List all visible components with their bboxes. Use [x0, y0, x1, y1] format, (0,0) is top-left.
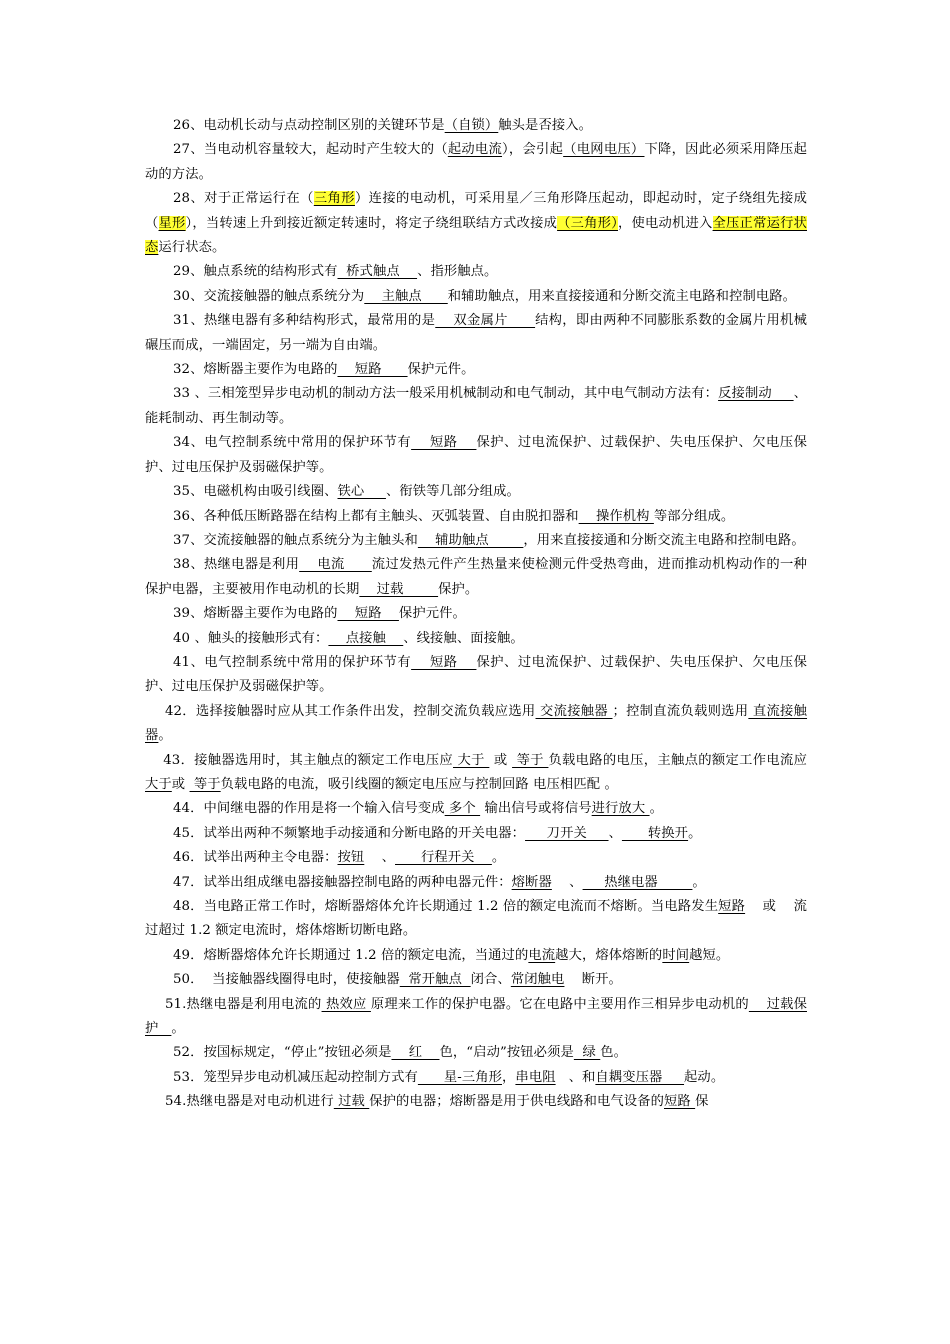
question-text: 。	[158, 728, 172, 744]
question-text: 42．选择接触器时应从其工作条件出发，控制交流负载应选用	[165, 703, 536, 719]
question-text: 。	[692, 874, 706, 890]
question-q48	[145, 895, 807, 944]
question-q52	[145, 1041, 807, 1065]
question-q26	[145, 114, 807, 138]
question-text: ，	[502, 1069, 516, 1085]
question-text: 29、触点系统的结构形式有	[173, 264, 338, 280]
question-text: 保护。	[438, 581, 479, 597]
answer-blank: 按钮	[337, 850, 365, 866]
answer-blank: 常开触点	[399, 972, 471, 988]
question-text: 保护、过电流保护、过载保护、失电压保护、欠电压保护、过电压保护及弱磁保护等。	[145, 654, 807, 695]
question-text: ，使电动机进入	[617, 215, 713, 231]
question-text: 色。	[600, 1045, 628, 1061]
question-q31	[145, 309, 807, 358]
question-text: 31、热继电器有多种结构形式，最常用的是	[173, 313, 436, 329]
answer-blank: 交流接触器	[535, 703, 613, 719]
answer-blank: 过载	[333, 1094, 370, 1110]
answer-blank: 熔断器	[511, 874, 552, 890]
question-q38	[145, 553, 807, 602]
answer-blank: 星-三角形	[417, 1069, 503, 1085]
answer-blank: 短路	[718, 899, 746, 914]
question-text: 。	[649, 801, 663, 817]
question-q40	[145, 627, 807, 651]
question-text: 。	[171, 1021, 185, 1037]
question-text: 闭合、	[470, 972, 511, 988]
question-text: 。	[491, 850, 506, 866]
question-text: 或	[171, 776, 190, 792]
answer-blank: （电网电压）	[563, 142, 645, 158]
question-q35	[145, 480, 807, 504]
question-text: 47．试举出组成继电器接触器控制电路的两种电器元件：	[173, 874, 512, 890]
answer-blank: 行程开关	[395, 850, 492, 866]
question-q50	[145, 968, 807, 992]
question-q42	[145, 700, 807, 749]
question-q53	[145, 1066, 807, 1090]
question-text: 54.热继电器是对电动机进行	[165, 1094, 334, 1110]
answer-blank: 红	[391, 1045, 440, 1061]
question-text: 输出信号或将信号	[480, 801, 592, 817]
question-text: ），会引起	[502, 142, 564, 158]
question-text: 39、熔断器主要作为电路的	[173, 606, 338, 622]
answer-blank: 时间	[662, 947, 690, 963]
question-text: 越大，熔体熔断的	[555, 947, 663, 963]
answer-blank: 反接制动	[718, 386, 794, 402]
question-text: 流过发热元件产生热量来使检测元件受热弯曲，进而推动机构动作的一种保护电器，主要被用作电动机的长期	[145, 557, 808, 597]
answer-blank: 电流	[528, 947, 556, 963]
question-q33	[145, 382, 807, 431]
question-q47	[145, 871, 807, 895]
answer-blank: 绿	[573, 1045, 601, 1061]
question-text: 和辅助触点，用来直接接通和分断交流主电路和控制电路。	[447, 288, 797, 304]
question-q46	[145, 846, 807, 870]
answer-blank: 短路	[337, 606, 399, 622]
answer-blank: 星形	[158, 215, 186, 231]
question-text: ），当转速上升到接近额定转速时，将定子绕组联结方式改接成	[185, 215, 558, 231]
question-text: 电压相匹配	[528, 776, 605, 792]
document-page	[145, 114, 807, 1115]
question-q45	[145, 822, 807, 846]
question-text: 50． 当接触器线圈得电时，使接触器	[173, 972, 400, 988]
question-text: 43．接触器选用时，其主触点的额定工作电压应	[145, 752, 453, 768]
answer-blank: 三角形	[313, 191, 355, 207]
question-text: 。	[604, 776, 618, 792]
answer-blank: 操作机构	[578, 508, 654, 524]
question-text: 、能耗制动、再生制动等。	[145, 386, 807, 426]
question-text: 44．中间继电器的作用是将一个输入信号变成	[173, 801, 445, 817]
question-text: 越短。	[689, 947, 730, 963]
question-text: 、和	[555, 1069, 596, 1085]
question-text: 38、热继电器是利用	[173, 557, 300, 573]
question-text: 53．笼型异步电动机减压起动控制方式有	[173, 1069, 418, 1085]
answer-blank: （自锁）	[444, 118, 499, 133]
answer-blank: 进行放大	[591, 801, 650, 817]
answer-blank: 起动电流	[447, 142, 503, 158]
answer-blank: 双金属片	[435, 313, 536, 329]
question-text: 结构，即由两种不同膨胀系数的金属片用机械碾压而成，一端固定，另一端为自由端。	[145, 313, 808, 353]
question-text: 33 、三相笼型异步电动机的制动方法一般采用机械制动和电气制动，其中电气制动方法有：	[173, 386, 719, 402]
question-q32	[145, 358, 807, 382]
question-text: 48．当电路正常工作时，熔断器熔体允许长期通过 1.2 倍的额定电流而不熔断。当电路发生	[173, 899, 719, 914]
answer-blank: 热继电器	[582, 874, 693, 890]
question-text: 。	[688, 825, 702, 841]
question-text: 26、电动机长动与点动控制区别的关键环节是	[173, 118, 445, 133]
answer-blank: 过载保护	[145, 996, 807, 1037]
question-q51	[145, 993, 807, 1042]
question-text: 等部分组成。	[653, 508, 735, 524]
question-q37	[145, 529, 807, 553]
question-text: 28、对于正常运行在（	[173, 191, 314, 207]
question-text: 46．试举出两种主令电器：	[173, 850, 338, 866]
question-text: 、	[364, 850, 396, 866]
answer-blank: 直流接触器	[145, 703, 808, 744]
question-text: 36、各种低压断路器在结构上都有主触头、灭弧装置、自由脱扣器和	[173, 508, 579, 524]
question-text: 35、电磁机构由吸引线圈、	[173, 484, 338, 500]
answer-blank: 等于	[189, 776, 221, 792]
question-text: 触头是否接入。	[498, 118, 593, 133]
question-text: 27、当电动机容量较大，起动时产生较大的（	[173, 142, 448, 158]
question-text: ）连接的电动机，可采用星／三角形降压起动，即起动时，定子绕组先接成（	[145, 191, 807, 231]
question-text: 45．试举出两种不频繁地手动接通和分断电路的开关电器：	[173, 825, 526, 841]
question-text: 或 流过超过 1.2 额定电流时，熔体熔断切断电路。	[145, 899, 808, 939]
question-text: 负载电路的电流，吸引线圈的额定电压应与控制回路	[220, 776, 529, 792]
question-text: 34、电气控制系统中常用的保护环节有	[173, 435, 412, 451]
question-text: 负载电路的电压，主触点的额定工作电流应	[548, 752, 808, 768]
answer-blank: 转换开	[621, 825, 689, 841]
question-text: 52．按国标规定，“停止”按钮必须是	[173, 1045, 392, 1061]
question-text: 49．熔断器熔体允许长期通过 1.2 倍的额定电流，当通过的	[173, 947, 529, 963]
question-text: 、指形触点。	[417, 264, 498, 280]
question-text: 51.热继电器是利用电流的	[165, 996, 322, 1012]
question-q39	[145, 602, 807, 626]
question-text: ，用来直接接通和分断交流主电路和控制电路。	[523, 532, 805, 548]
question-q27	[145, 138, 807, 187]
question-q29	[145, 260, 807, 284]
question-text: 运行状态。	[158, 240, 226, 256]
question-text: 32、熔断器主要作为电路的	[173, 362, 338, 378]
answer-blank: 点接触	[328, 630, 404, 646]
question-text: 、衔铁等几部分组成。	[385, 484, 520, 500]
answer-blank: 等于	[512, 752, 549, 768]
question-q36	[145, 505, 807, 529]
question-text: 、线接触、面接触。	[403, 630, 524, 646]
question-text: 下降，因此必须采用降压起动的方法。	[145, 142, 807, 182]
question-text: 原理来工作的保护电器。它在电路中主要用作三相异步电动机的	[370, 996, 749, 1012]
question-q30	[145, 285, 807, 309]
answer-blank: 常闭触电	[510, 972, 565, 988]
answer-blank: 短路	[337, 362, 408, 378]
question-text: 断开。	[564, 972, 622, 988]
answer-blank: 多个	[444, 801, 481, 817]
answer-blank: 主触点	[364, 288, 448, 304]
answer-blank: 自耦变压器	[595, 1069, 685, 1085]
question-text: 30、交流接触器的触点系统分为	[173, 288, 365, 304]
question-text: 保护的电器；熔断器是用于供电线路和电气设备的	[369, 1094, 664, 1110]
answer-blank: 桥式触点	[337, 264, 418, 280]
question-q28	[145, 187, 807, 260]
question-text: 保护元件。	[398, 606, 466, 622]
question-q43	[145, 749, 807, 798]
question-q54	[145, 1090, 807, 1114]
question-text: 或	[489, 752, 513, 768]
question-text: ；控制直流负载则选用	[612, 703, 749, 719]
answer-blank: 电流	[299, 557, 372, 573]
question-q44	[145, 797, 807, 821]
answer-blank: 短路	[411, 435, 477, 451]
answer-blank: 刀开关	[525, 825, 609, 841]
answer-blank: 短路	[664, 1094, 696, 1110]
question-text: 、	[608, 825, 622, 841]
answer-blank: 大于	[452, 752, 490, 768]
question-q49	[145, 944, 807, 968]
answer-blank: 大于	[145, 776, 172, 792]
question-text: 起动。	[684, 1069, 725, 1085]
answer-blank: 串电阻	[515, 1069, 556, 1085]
question-text: 保护元件。	[407, 362, 475, 378]
question-text: 保护、过电流保护、过载保护、失电压保护、欠电压保护、过电压保护及弱磁保护等。	[145, 435, 807, 475]
question-text: 保	[695, 1094, 709, 1110]
answer-blank: （三角形）	[557, 215, 618, 231]
question-q41	[145, 651, 807, 700]
question-text: 41、电气控制系统中常用的保护环节有	[173, 654, 412, 670]
answer-blank: 铁心	[337, 484, 386, 500]
question-text: 37、交流接触器的触点系统分为主触头和	[173, 532, 418, 548]
question-text: 色，“启动”按钮必须是	[439, 1045, 574, 1061]
answer-blank: 辅助触点	[417, 532, 524, 548]
answer-blank: 热效应	[321, 996, 371, 1012]
question-text: 、	[551, 874, 583, 890]
answer-blank: 短路	[411, 654, 477, 670]
answer-blank: 过载	[359, 581, 439, 597]
answer-blank: 全压正常运行状态	[145, 215, 807, 256]
question-text: 40 、触头的接触形式有：	[173, 630, 329, 646]
question-q34	[145, 431, 807, 480]
